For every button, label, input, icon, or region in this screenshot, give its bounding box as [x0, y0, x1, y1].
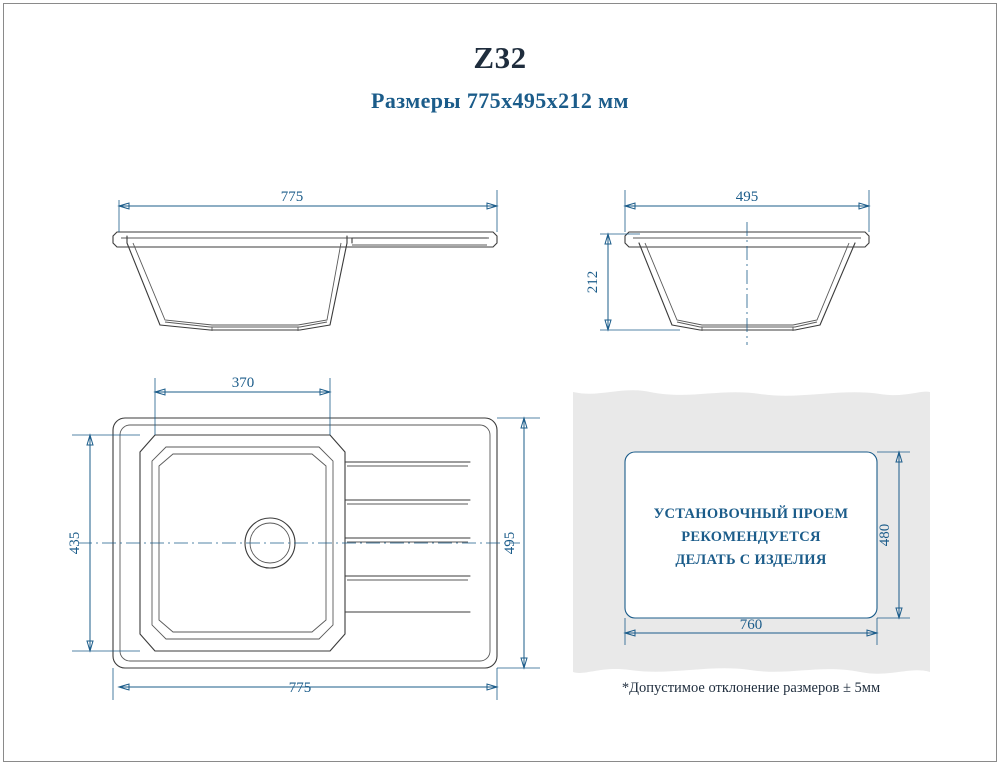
side-height-dimension [585, 234, 680, 330]
top-total-height-label: 495 [502, 531, 518, 555]
page-subtitle: Размеры 775х495х212 мм [371, 88, 629, 113]
cutout-note-line-3: ДЕЛАТЬ С ИЗДЕЛИЯ [675, 552, 827, 568]
cutout-height-label: 480 [877, 523, 893, 547]
top-view [78, 418, 520, 668]
page-title: Z32 [473, 40, 527, 75]
bowl-height-label: 435 [67, 531, 83, 555]
front-section-view [113, 232, 497, 331]
side-width-label: 495 [735, 189, 759, 205]
cutout-note-line-2: РЕКОМЕНДУЕТСЯ [681, 529, 821, 545]
side-section-view [625, 222, 869, 345]
bowl-width-label: 370 [231, 375, 255, 391]
tolerance-note: *Допустимое отклонение размеров ± 5мм [621, 680, 881, 696]
front-width-label: 775 [280, 189, 304, 205]
cutout-width-label: 760 [739, 617, 763, 633]
top-total-width-dimension [113, 668, 497, 700]
side-height-label: 212 [585, 270, 601, 294]
bowl-width-dimension [155, 375, 330, 435]
top-total-width-label: 775 [288, 680, 312, 696]
cutout-note-line-1: УСТАНОВОЧНЫЙ ПРОЕМ [653, 506, 849, 522]
front-width-dimension [119, 189, 497, 232]
